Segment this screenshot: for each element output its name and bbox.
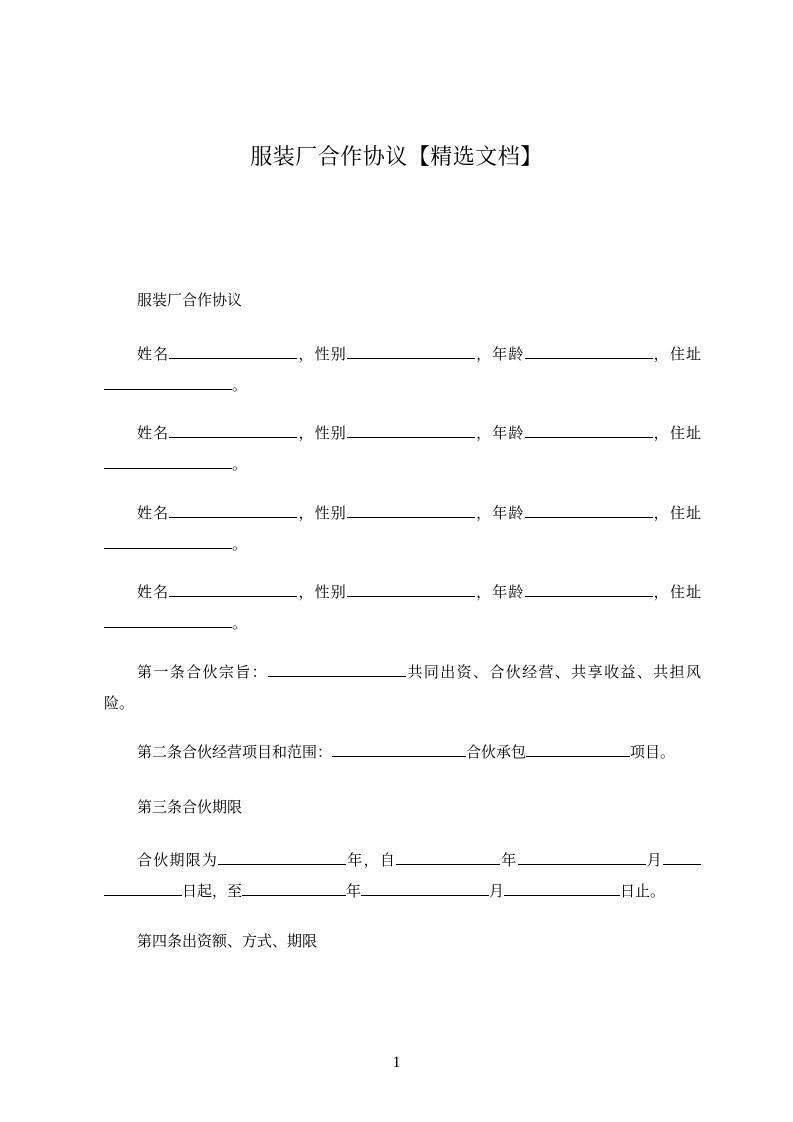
from-day-blank-cont[interactable] (104, 881, 182, 896)
age-blank[interactable] (525, 344, 653, 359)
article-3-term-cont: 日起，至 年 月 日止。 (104, 876, 665, 907)
party-line-2: 姓名 ，性别 ，年龄 ，住址 (137, 424, 701, 442)
gender-blank[interactable] (347, 503, 475, 518)
document-title: 服装厂合作协议【精选文档】 (250, 145, 543, 170)
name-blank[interactable] (169, 423, 297, 438)
article-4-heading: 第四条出资额、方式、期限 (137, 932, 318, 950)
article-3-heading: 第三条合伙期限 (137, 798, 243, 816)
to-year-blank[interactable] (242, 881, 346, 896)
gender-blank[interactable] (347, 423, 475, 438)
scope-blank[interactable] (332, 742, 466, 757)
purpose-blank[interactable] (268, 662, 406, 677)
party-line-4: 姓名 ，性别 ，年龄 ，住址 (137, 583, 701, 601)
gender-blank[interactable] (347, 582, 475, 597)
page-number: 1 (392, 1054, 401, 1071)
to-month-blank[interactable] (361, 881, 489, 896)
from-month-blank[interactable] (518, 850, 646, 865)
project-blank[interactable] (526, 742, 630, 757)
name-blank[interactable] (169, 503, 297, 518)
address-blank[interactable] (104, 454, 232, 469)
gender-blank[interactable] (347, 344, 475, 359)
age-blank[interactable] (525, 582, 653, 597)
age-blank[interactable] (525, 503, 653, 518)
article-2: 第二条合伙经营项目和范围： 合伙承包 项目。 (137, 743, 676, 761)
address-blank[interactable] (104, 613, 232, 628)
name-blank[interactable] (169, 344, 297, 359)
from-day-blank[interactable] (663, 850, 701, 865)
article-1: 第一条合伙宗旨： 共同出资、合伙经营、共享收益、共担风 (137, 663, 701, 681)
party-line-1: 姓名 ，性别 ，年龄 ，住址 (137, 345, 701, 363)
age-blank[interactable] (525, 423, 653, 438)
to-day-blank[interactable] (504, 881, 620, 896)
term-years-blank[interactable] (218, 850, 346, 865)
document-heading: 服装厂合作协议 (137, 291, 243, 309)
from-year-blank[interactable] (396, 850, 500, 865)
article-1-cont: 险。 (104, 694, 135, 712)
party-line-1-cont: 。 (104, 370, 247, 401)
address-blank[interactable] (104, 375, 232, 390)
party-line-4-cont: 。 (104, 608, 247, 639)
party-line-3-cont: 。 (104, 529, 247, 560)
address-blank[interactable] (104, 534, 232, 549)
article-3-term: 合伙期限为 年，自 年 月 (104, 845, 701, 876)
name-blank[interactable] (169, 582, 297, 597)
party-line-2-cont: 。 (104, 449, 247, 480)
party-line-3: 姓名 ，性别 ，年龄 ，住址 (137, 504, 701, 522)
